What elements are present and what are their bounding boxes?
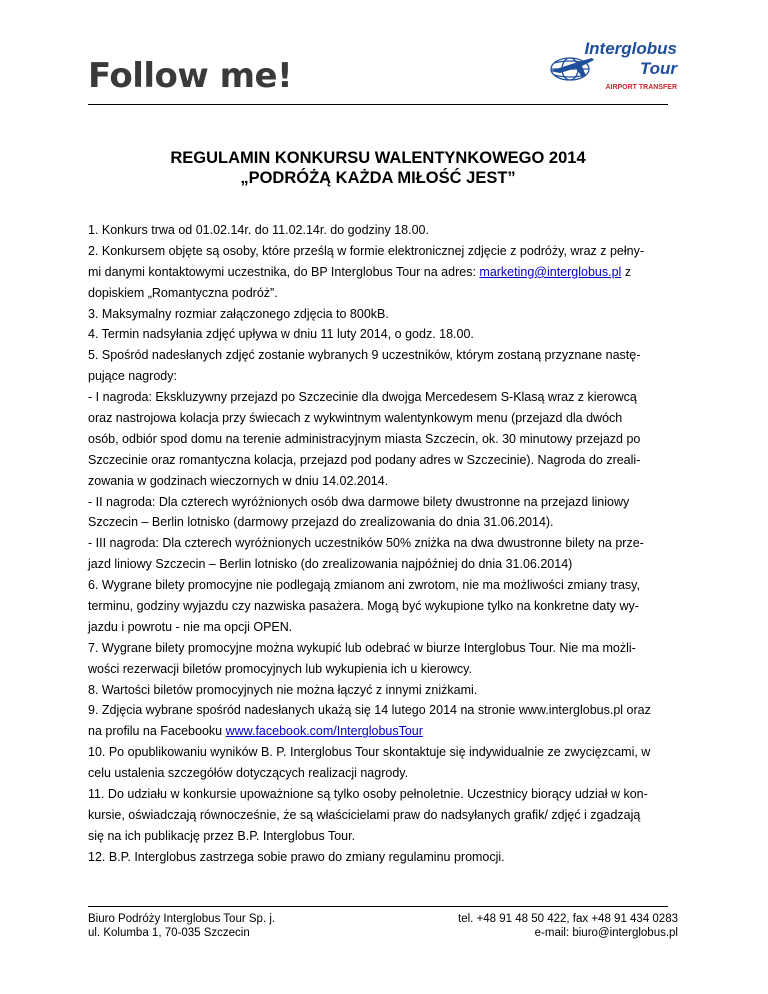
rule-line [88,721,678,742]
document-title [88,148,668,188]
rule-line: zowania w godzinach wieczornych w dniu 14.02.2014. [88,473,389,488]
rule-line: - III nagroda: Dla czterech wyróżnionych uczestników 50% zniżka na dwa dwustronne bilety na prze- [88,536,644,551]
rule-line: 7. Wygrane bilety promocyjne można wykupić lub odebrać w biurze Interglobus Tour. Nie ma możli- [88,640,636,655]
rule-line: 4. Termin nadsyłania zdjęć upływa w dniu 11 luty 2014, o godz. 18.00. [88,327,474,342]
svg-text:AIRPORT TRANSFER: AIRPORT TRANSFER [605,84,677,91]
rule-line [88,262,678,283]
rule-line: kursie, oświadczają równocześnie, że są właścicielami praw do nadsyłanych grafik/ zdjęć i zgadzają [88,807,641,822]
footer-phone: tel. +48 91 48 50 422, fax +48 91 434 0283 [458,913,678,925]
rule-line: 6. Wygrane bilety promocyjne nie podlegają zmianom ani zwrotom, nie ma możliwości zmiany trasy, [88,578,640,593]
footer-address-block [88,912,275,940]
rule-line: 2. Konkursem objęte są osoby, które prześlą w formie elektronicznej zdjęcie z podróży, wraz z pełny- [88,243,645,258]
rule-line: pujące nagrody: [88,369,177,384]
footer-divider [88,906,668,907]
title-line-1: REGULAMIN KONKURSU WALENTYNKOWEGO 2014 [170,149,586,167]
rule-line: oraz nastrojowa kolacja przy świecach z wykwintnym walentynkowym menu (przejazd dla dwóch [88,411,623,426]
rule-text: mi danymi kontaktowymi uczestnika, do BP Interglobus Tour na adres: [88,264,480,279]
rule-line: 3. Maksymalny rozmiar załączonego zdjęcia to 800kB. [88,306,389,321]
footer-address: ul. Kolumba 1, 70-035 Szczecin [88,927,250,939]
rule-line: Szczecin – Berlin lotnisko (darmowy przejazd do zrealizowania do dnia 31.06.2014). [88,515,554,530]
rule-line: 11. Do udziału w konkursie upoważnione są tylko osoby pełnoletnie. Uczestnicy biorący udział w kon- [88,787,648,802]
rule-line: osób, odbiór spod domu na terenie administracyjnym miasta Szczecin, ok. 30 minutowy przejazd po [88,431,641,446]
rule-line: jazd liniowy Szczecin – Berlin lotnisko (do zrealizowania najpóźniej do dnia 31.06.2014) [88,557,573,572]
rule-line: 10. Po opublikowaniu wyników B. P. Interglobus Tour skontaktuje się indywidualnie ze zwycięzcami, w [88,745,651,760]
header-divider [88,104,668,105]
rule-line: się na ich publikację przez B.P. Interglobus Tour. [88,828,356,843]
rule-text: na profilu na Facebooku [88,724,226,739]
svg-text:Interglobus: Interglobus [584,39,677,58]
rule-line: 8. Wartości biletów promocyjnych nie można łączyć z innymi zniżkami. [88,682,478,697]
footer-email: e-mail: biuro@interglobus.pl [534,927,678,939]
rule-line: terminu, godziny wyjazdu czy nazwiska pasażera. Mogą być wykupione tylko na konkretne daty wy- [88,599,639,614]
rule-line: 9. Zdjęcia wybrane spośród nadesłanych ukażą się 14 lutego 2014 na stronie www.interglobus.pl oraz [88,703,651,718]
follow-me-slogan: Follow me! [88,56,293,96]
rule-line: - I nagroda: Ekskluzywny przejazd po Szczecinie dla dwojga Mercedesem S-Klasą wraz z kierowcą [88,390,637,405]
rule-line: dopiskiem „Romantyczna podróż”. [88,285,278,300]
rule-line: - II nagroda: Dla czterech wyróżnionych osób dwa darmowe bilety dwustronne na przejazd liniowy [88,494,630,509]
svg-text:Tour: Tour [639,59,677,78]
rule-line: celu ustalenia szczegółów dotyczących realizacji nagrody. [88,766,409,781]
rule-line: wości rezerwacji biletów promocyjnych lub wykupienia ich u kierowcy. [88,661,472,676]
title-line-2: „PODRÓŻĄ KAŻDA MIŁOŚĆ JEST” [240,169,516,187]
footer-contact-block [458,912,678,940]
rule-line: 5. Spośród nadesłanych zdjęć zostanie wybranych 9 uczestników, którym zostaną przyznane nastę- [88,348,641,363]
globe-plane-icon [540,38,680,98]
marketing-email-link[interactable]: marketing@interglobus.pl [479,264,622,279]
rule-line: jazdu i powrotu - nie ma opcji OPEN. [88,619,293,634]
regulations-body [88,220,678,868]
facebook-link[interactable]: www.facebook.com/InterglobusTour [225,724,423,739]
rule-line: Szczecinie oraz romantyczna kolacja, przejazd pod podany adres w Szczecinie). Nagroda do zreali- [88,452,641,467]
interglobus-logo [540,38,680,98]
rule-line: 1. Konkurs trwa od 01.02.14r. do 11.02.14r. do godziny 18.00. [88,223,429,237]
footer-company: Biuro Podróży Interglobus Tour Sp. j. [88,913,276,925]
rule-line: 12. B.P. Interglobus zastrzega sobie prawo do zmiany regulaminu promocji. [88,849,505,864]
rule-text: z [621,264,632,279]
